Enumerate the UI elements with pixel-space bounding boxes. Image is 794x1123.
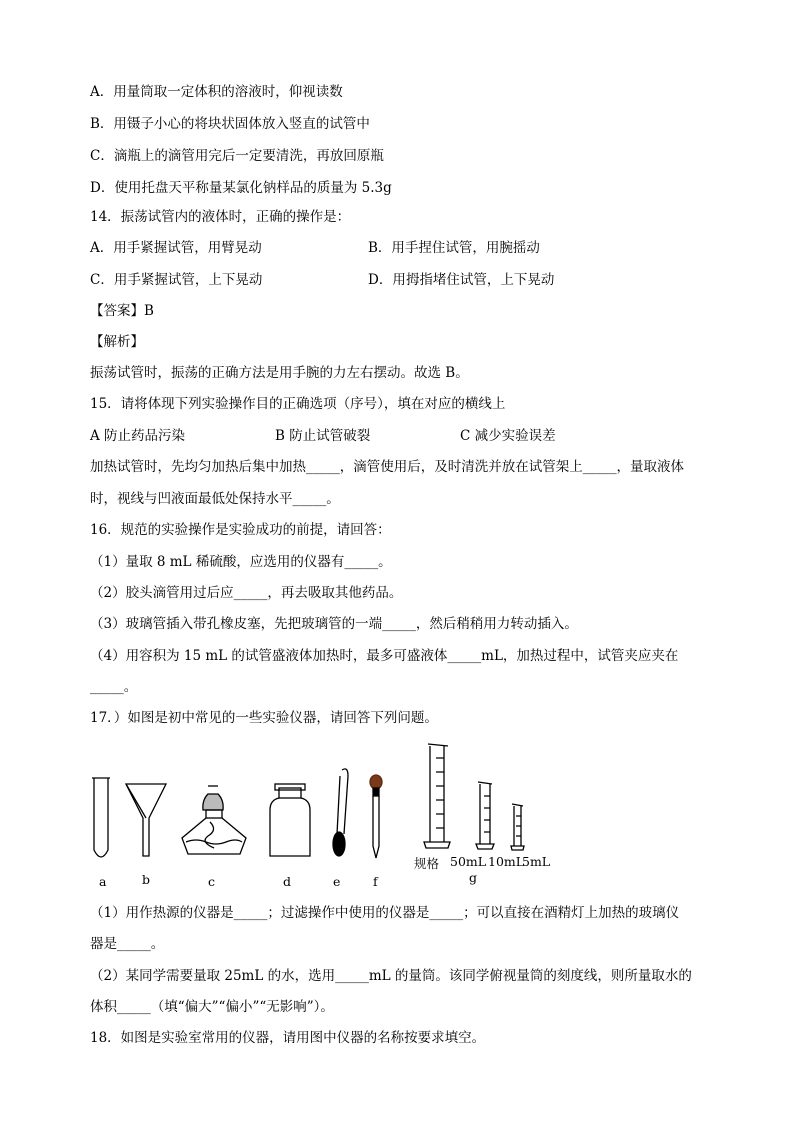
q16-part4-line2: _____。 xyxy=(90,679,138,695)
size-50ml: 50mL xyxy=(450,854,487,869)
q15-line1: 加热试管时，先均匀加热后集中加热_____，滴管使用后，及时清洗并放在试管架上_____，量取液体 xyxy=(90,459,684,475)
q17-part2-line1: （2）某同学需要量取 25mL 的水，选用_____mL 的量筒。该同学俯视量筒的刻度线，则所量取水的 xyxy=(90,968,692,984)
q15-option-b: B 防止试管破裂 xyxy=(275,428,371,444)
spec-label: 规格 xyxy=(414,856,440,871)
size-10ml: 10mL xyxy=(488,854,525,869)
medicine-spoon-icon xyxy=(333,769,348,856)
label-d: d xyxy=(283,874,292,889)
label-f: f xyxy=(373,874,378,889)
test-tube-icon xyxy=(92,778,110,857)
q18-stem: 18．如图是实验室常用的仪器，请用图中仪器的名称按要求填空。 xyxy=(90,1030,486,1046)
graduated-cylinders-icon xyxy=(424,744,524,850)
q16-part2: （2）胶头滴管用过后应_____，再去吸取其他药品。 xyxy=(90,585,403,601)
q16-stem: 16．规范的实验操作是实验成功的前提，请回答： xyxy=(90,522,391,538)
q13-option-c: C．滴瓶上的滴管用完后一定要清洗，再放回原瓶 xyxy=(90,148,384,164)
q14-analysis-title: 【解析】 xyxy=(90,334,144,350)
q15-stem: 15．请将体现下列实验操作目的正确选项（序号），填在对应的横线上 xyxy=(90,396,506,412)
label-e: e xyxy=(333,874,341,889)
label-b: b xyxy=(142,872,151,887)
q15-line2: 时，视线与凹液面最低处保持水平_____。 xyxy=(90,491,340,507)
q14-option-b: B．用手捏住试管，用腕摇动 xyxy=(368,240,540,256)
apparatus-figure xyxy=(90,738,560,888)
reagent-bottle-icon xyxy=(270,784,310,856)
dropper-icon xyxy=(370,775,382,858)
q14-analysis: 振荡试管时，振荡的正确方法是用手腕的力左右摆动。故选 B。 xyxy=(90,365,469,381)
q14-option-d: D．用拇指堵住试管，上下晃动 xyxy=(368,272,555,288)
q17-part1-line1: （1）用作热源的仪器是_____；过滤操作中使用的仪器是_____；可以直接在酒精灯上加热的玻璃仪 xyxy=(90,905,680,921)
q14-stem: 14．振荡试管内的液体时，正确的操作是： xyxy=(90,209,351,225)
q13-option-d: D．使用托盘天平称量某氯化钠样品的质量为 5.3g xyxy=(90,180,392,196)
q13-option-a: A．用量筒取一定体积的溶液时，仰视读数 xyxy=(90,84,343,100)
alcohol-lamp-icon xyxy=(182,786,246,854)
funnel-icon xyxy=(126,784,166,856)
q17-stem: 17．）如图是初中常见的一些实验仪器，请回答下列问题。 xyxy=(90,710,438,726)
label-g: g xyxy=(469,870,478,885)
label-c: c xyxy=(208,874,216,889)
q15-option-a: A 防止药品污染 xyxy=(90,428,186,444)
label-a: a xyxy=(99,874,107,889)
q14-option-c: C．用手紧握试管，上下晃动 xyxy=(90,272,263,288)
q16-part3: （3）玻璃管插入带孔橡皮塞，先把玻璃管的一端_____，然后稍稍用力转动插入。 xyxy=(90,616,578,632)
q14-option-a: A．用手紧握试管，用臂晃动 xyxy=(90,240,262,256)
q15-option-c: C 减少实验误差 xyxy=(460,428,556,444)
size-5ml: 5mL xyxy=(522,854,551,869)
q16-part1: （1）量取 8 mL 稀硫酸，应选用的仪器有_____。 xyxy=(90,554,392,570)
q16-part4-line1: （4）用容积为 15 mL 的试管盛液体加热时，最多可盛液体_____mL，加热过程中，试管夹应夹在 xyxy=(90,648,679,664)
q13-option-b: B．用镊子小心的将块状固体放入竖直的试管中 xyxy=(90,116,370,132)
q17-part1-line2: 器是_____。 xyxy=(90,936,165,952)
q14-answer: 【答案】B xyxy=(90,303,154,319)
q17-part2-line2: 体积_____（填“偏大”“偏小”“无影响”）。 xyxy=(90,999,334,1015)
